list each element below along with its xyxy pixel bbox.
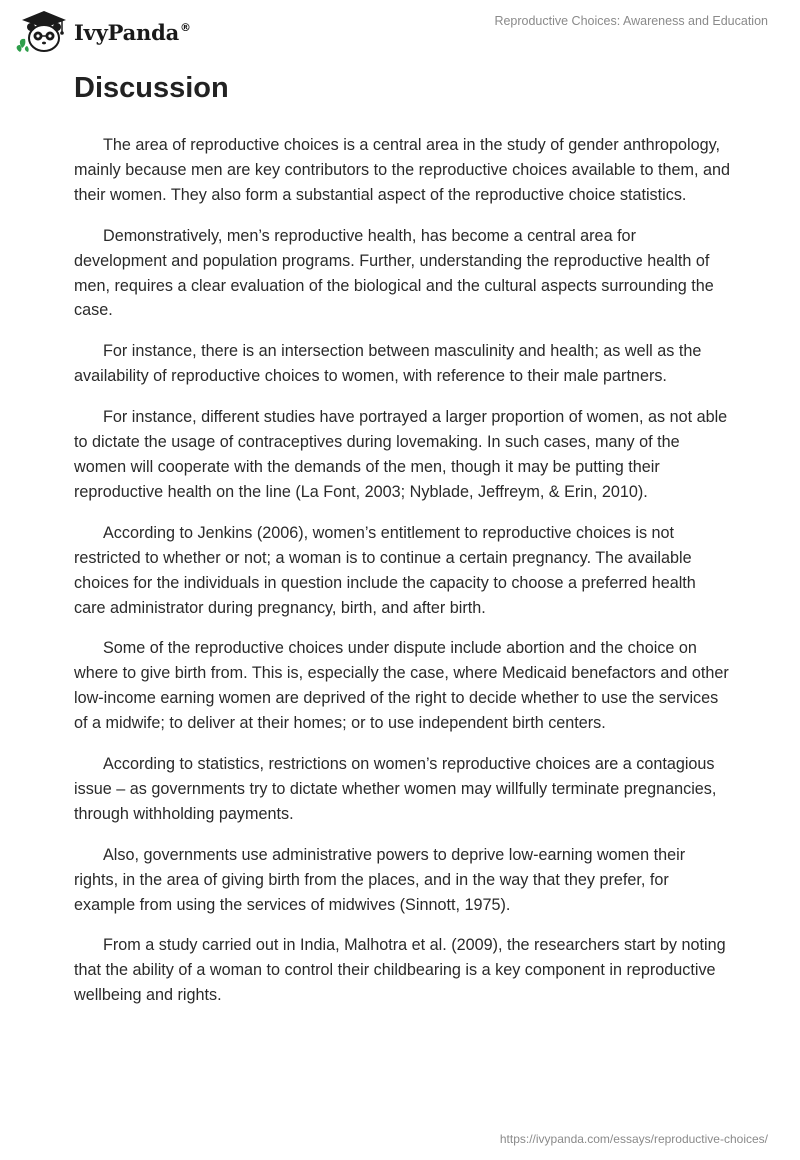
paragraph: For instance, different studies have portrayed a larger proportion of women, as not able to dictate the usage of contraceptives during lovemaking. In such cases, many of the women will cooperate with the demands of the men, though it may be putting their reproductive health on the line (La Font, 2003; Nyblade, Jeffreym, & Erin, 2010). [74,408,728,501]
paragraph: For instance, there is an intersection between masculinity and health; as well as the availability of reproductive choices to women, with reference to their male partners. [74,342,702,386]
section-heading: Discussion [74,72,229,104]
brand-name: IvyPanda® [74,19,191,45]
paragraph: Some of the reproductive choices under dispute include abortion and the choice on where to give birth from. This is, especially the case, where Medicaid benefactors and other low-income earning women are deprived of the right to decide whether to use the services of a midwife; to deliver at their homes; or to use independent birth centers. [74,639,729,733]
document-title: Reproductive Choices: Awareness and Education [494,14,768,28]
paragraph: Also, governments use administrative powers to deprive low-earning women their rights, in the area of giving birth from the places, and in the way that they prefer, for example from using the services of midwives (Sinnott, 1975). [74,845,686,914]
registered-mark: ® [180,20,191,34]
essay-body [74,133,730,1024]
panda-graduation-cap-icon [14,8,72,54]
page-header [0,0,800,60]
paragraph: Demonstratively, men’s reproductive health, has become a central area for development and population programs. Further, understanding the reproductive health of men, requires a clear evaluation of the biological and the cultural aspects surrounding the case. [74,226,714,320]
paragraph: According to statistics, restrictions on women’s reproductive choices are a contagious issue – as governments try to dictate whether women may willfully terminate pregnancies, through withholding payments. [74,755,717,823]
paragraph: According to Jenkins (2006), women’s entitlement to reproductive choices is not restricted to whether or not; a woman is to continue a certain pregnancy. The available choices for the individuals in question include the capacity to choose a preferred health care administrator during pregnancy, birth, and after birth. [74,523,696,617]
paragraph: The area of reproductive choices is a central area in the study of gender anthropology, mainly because men are key contributors to the reproductive choices available to them, and their women. They also form a substantial aspect of the reproductive choice statistics. [74,136,730,204]
source-url-link[interactable]: https://ivypanda.com/essays/reproductive-choices/ [499,1132,768,1146]
ivypanda-logo[interactable] [14,8,191,54]
paragraph: From a study carried out in India, Malhotra et al. (2009), the researchers start by noting that the ability of a woman to control their childbearing is a key component in reproductive wellbeing and rights. [74,936,726,1005]
